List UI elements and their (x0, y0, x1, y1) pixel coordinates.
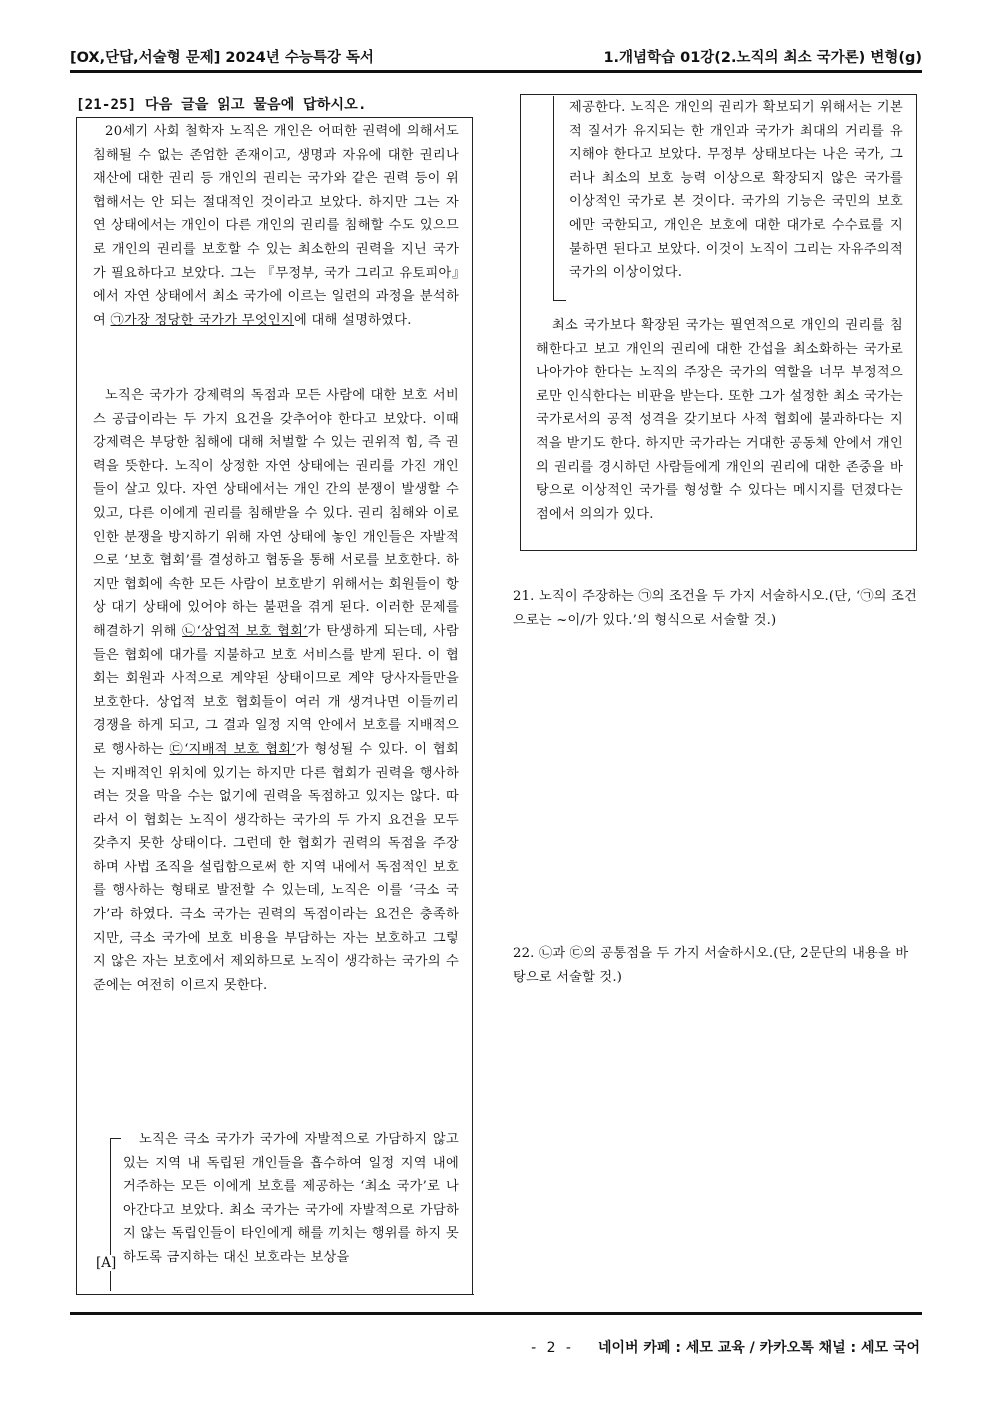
question-22: 22. ㉡과 ㉢의 공통점을 두 가지 서술하시오.(단, 2문단의 내용을 바탕으로 서술할 것.) (513, 946, 909, 985)
paragraph-1-text-a: 20세기 사회 철학자 노직은 개인은 어떠한 권력에 의해서도 침해될 수 없는 존엄한 존재이고, 생명과 자유에 대한 권리나 재산에 대한 권리 등 개인의 권리는 국가와 같은 권력 등이 위협해서는 안 되는 절대적인 것이라고 보았다. 하지만 그는 자연 상태에서는 개인이 다른 개인의 권리를 침해할 수도 있으므로 개인의 권리를 보호할 수 있는 최소한의 권력을 지닌 국가가 필요하다고 보았다. 그는 『무정부, 국가 그리고 유토피아』에서 자연 상태에서 최소 국가에 이르는 일련의 과정을 분석하여 (93, 124, 459, 328)
passage-box-left-bottom (76, 1294, 474, 1295)
paragraph-2-text-a: 노직은 국가가 강제력의 독점과 모든 사람에 대한 보호 서비스 공급이라는 두 가지 요건을 갖추어야 한다고 보았다. 이때 강제력은 부당한 침해에 대해 처벌할 수 있는 권위적 힘, 즉 권력을 뜻한다. 노직이 상정한 자연 상태에는 권리를 가진 개인들이 살고 있다. 자연 상태에서는 개인 간의 분쟁이 발생할 수 있고, 다른 이에게 권리를 침해받을 수 있다. 권리 침해와 이로 인한 분쟁을 방지하기 위해 자연 상태에 놓인 개인들은 자발적으로 ‘보호 협회’를 결성하고 협동을 통해 서로를 보호한다. 하지만 협회에 속한 모든 사람이 보호받기 위해서는 회원들이 항상 대기 상태에 있어야 하는 불편을 겪게 된다. 이러한 문제를 해결하기 위해 (93, 388, 459, 639)
bracket-label-a: [A] (96, 1255, 117, 1271)
underlined-c: ㉢‘지배적 보호 협회’ (169, 741, 296, 757)
paragraph-a-part-2: 제공한다. 노직은 개인의 권리가 확보되기 위해서는 기본적 질서가 유지되는 한 개인과 국가가 최대의 거리를 유지해야 한다고 보았다. 무정부 상태보다는 나은 국가, 그러나 최소의 보호 능력 이상으로 확장되지 않은 국가를 이상적인 국가로 본 것이다. 국가의 기능은 국민의 보호에만 국한되고, 개인은 보호에 대한 대가로 수수료를 지불하면 된다고 보았다. 이것이 노직이 그리는 자유주의적 국가의 이상이었다. (569, 100, 903, 281)
page-number: - 2 - (531, 1340, 574, 1356)
footer-text: 네이버 카페 : 세모 교육 / 카카오톡 채널 : 세모 국어 (597, 1340, 920, 1356)
instruction: [21-25] 다음 글을 읽고 물음에 답하시오. (76, 97, 367, 113)
paragraph-2-text-c: 가 형성될 수 있다. 이 협회는 지배적인 위치에 있기는 하지만 다른 협회가 권력을 행사하려는 것을 막을 수는 없기에 권력을 독점하고 있지는 않다. 따라서 이 협회는 노직이 생각하는 국가의 두 가지 요건을 모두 갖추지 못한 상태이다. 그런데 한 협회가 권력의 독점을 주장하며 사법 조직을 설립함으로써 한 지역 내에서 독점적인 보호를 행사하는 형태로 발전할 수 있는데, 노직은 이를 ‘극소 국가’라 하였다. 극소 국가는 권력의 독점이라는 요건은 충족하지만, 극소 국가에 보호 비용을 부담하는 자는 보호하고 그렇지 않은 자는 보호에서 제외하므로 노직이 생각하는 국가의 수준에는 여전히 이르지 못한다. (93, 741, 459, 993)
paragraph-1-text-b: 에 대해 설명하였다. (293, 312, 412, 328)
paragraph-3: 최소 국가보다 확장된 국가는 필연적으로 개인의 권리를 침해한다고 보고 개인의 권리에 대한 간섭을 최소화하는 국가로 나아가야 한다는 노직의 주장은 국가의 역할을 너무 부정적으로만 인식한다는 비판을 받는다. 또한 그가 설정한 최소 국가는 국가로서의 공적 성격을 갖기보다 사적 협회에 불과하다는 지적을 받기도 한다. 하지만 국가라는 거대한 공동체 안에서 개인의 권리를 경시하던 사람들에게 개인의 권리에 대한 존중을 바탕으로 이상적인 국가를 형성할 수 있다는 메시지를 던졌다는 점에서 의의가 있다. (536, 318, 903, 522)
underlined-b: ㉡‘상업적 보호 협회’ (182, 623, 308, 639)
footer (531, 1337, 920, 1357)
underlined-a: ㉠가장 정당한 국가가 무엇인지 (110, 312, 294, 328)
top-rule (70, 70, 922, 73)
header-lesson: 1.개념학습 01강(2.노직의 최소 국가론) 변형(g) (603, 50, 922, 66)
paragraph-1 (93, 120, 459, 332)
bracket-a-right (553, 96, 566, 301)
paragraph-2-text-b: 가 탄생하게 되는데, 사람들은 협회에 대가를 지불하고 보호 서비스를 받게 된다. 이 협회는 회원과 사적으로 계약된 상태이므로 계약 당사자들만을 보호한다. 상업적 보호 협회들이 여러 개 생겨나면 이들끼리 경쟁을 하게 되고, 그 결과 일정 지역 안에서 보호를 지배적으로 행사하는 (93, 623, 460, 757)
paragraph-2 (93, 384, 459, 997)
bottom-rule (70, 1312, 922, 1315)
paragraph-a-part-1: 노직은 극소 국가가 국가에 자발적으로 가담하지 않고 있는 지역 내 독립된 개인들을 흡수하여 일정 지역 내에 거주하는 모든 이에게 보호를 제공하는 ‘최소 국가’로 나아간다고 보았다. 최소 국가는 국가에 자발적으로 가담하지 않는 독립인들이 타인에게 해를 끼치는 행위를 하지 못하도록 금지하는 대신 보호라는 보상을 (123, 1132, 459, 1265)
header-title: [OX,단답,서술형 문제] 2024년 수능특강 독서 (70, 50, 374, 66)
question-21: 21. 노직이 주장하는 ㉠의 조건을 두 가지 서술하시오.(단, ‘㉠의 조건으로는 ~이/가 있다.’의 형식으로 서술할 것.) (513, 589, 917, 628)
